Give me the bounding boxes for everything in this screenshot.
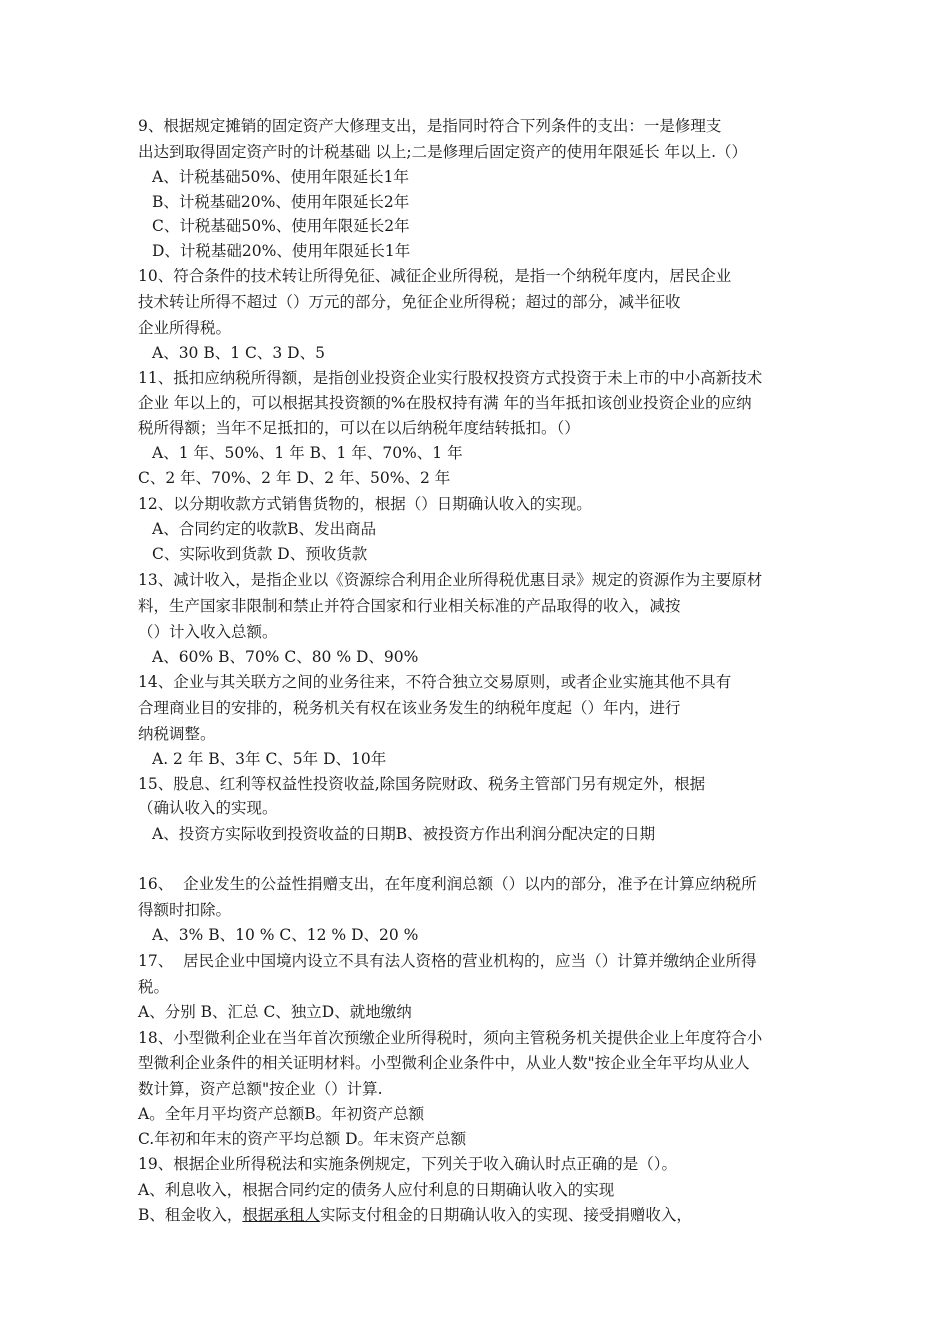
q14-line-3: 纳税调整。 [138,725,216,743]
q9-option-b: B、计税基础20%、使用年限延长2年 [152,193,410,211]
q13-line-1: 13、减计收入，是指企业以《资源综合利用企业所得税优惠目录》规定的资源作为主要原材 [138,571,763,589]
q10-line-1: 10、符合条件的技术转让所得免征、减征企业所得税，是指一个纳税年度内，居民企业 [138,267,732,285]
q16-options: A、3% B、10 % C、12 % D、20 % [152,926,419,944]
q10-line-3: 企业所得税。 [138,319,232,337]
q15-line-1: 15、股息、红利等权益性投资收益,除国务院财政、税务主管部门另有规定外，根据 [138,775,706,793]
q13-options: A、60% B、70% C、80 % D、90% [152,648,419,666]
q9-line-2: 出达到取得固定资产时的计税基础 以上;二是修理后固定资产的使用年限延长 年以上.（） [138,143,748,161]
q10-line-2: 技术转让所得不超过（）万元的部分，免征企业所得税；超过的部分，减半征收 [138,293,681,311]
q19-option-a: A、利息收入，根据合同约定的债务人应付利息的日期确认收入的实现 [138,1181,615,1199]
q13-line-3: （）计入收入总额。 [138,623,278,641]
q9-option-a: A、计税基础50%、使用年限延长1年 [152,168,410,186]
q11-line-2: 企业 年以上的，可以根据其投资额的%在股权持有满 年的当年抵扣该创业投资企业的应纳 [138,394,752,412]
q18-options-cd: C.年初和年末的资产平均总额 D。年末资产总额 [138,1130,467,1148]
q12-options-cd: C、实际收到货款 D、预收货款 [152,545,368,563]
q19-option-b-part1: B、租金收入， [138,1206,243,1224]
q14-line-2: 合理商业目的安排的，税务机关有权在该业务发生的纳税年度起（）年内，进行 [138,699,681,717]
q15-line-2: （确认收入的实现。 [138,799,278,817]
q15-options: A、投资方实际收到投资收益的日期B、被投资方作出利润分配决定的日期 [152,825,656,843]
q11-options-ab: A、1 年、50%、1 年 B、1 年、70%、1 年 [152,444,463,462]
q11-line-1: 11、抵扣应纳税所得额，是指创业投资企业实行股权投资方式投资于未上市的中小高新技术 [138,369,763,387]
q10-options: A、30 B、1 C、3 D、5 [152,344,325,362]
q19-option-b-part3: 实际支付租金的日期确认收入的实现、接受捐赠收入， [319,1206,692,1224]
q12-line-1: 12、以分期收款方式销售货物的，根据（）日期确认收入的实现。 [138,495,592,513]
q18-line-2: 型微利企业条件的相关证明材料。小型微利企业条件中，从业人数"按企业全年平均从业人 [138,1054,750,1072]
q19-line-1: 19、根据企业所得税法和实施条例规定，下列关于收入确认时点正确的是（）。 [138,1155,677,1173]
q14-options: A. 2 年 B、3年 C、5年 D、10年 [152,750,387,768]
q9-option-d: D、计税基础20%、使用年限延长1年 [152,242,411,260]
q9-option-c: C、计税基础50%、使用年限延长2年 [152,217,410,235]
q18-line-1: 18、小型微利企业在当年首次预缴企业所得税时，须向主管税务机关提供企业上年度符合小 [138,1029,763,1047]
q14-line-1: 14、企业与其关联方之间的业务往来，不符合独立交易原则，或者企业实施其他不具有 [138,673,732,691]
q9-line-1: 9、根据规定摊销的固定资产大修理支出，是指同时符合下列条件的支出：一是修理支 [138,117,722,135]
q12-options-ab: A、合同约定的收款B、发出商品 [152,520,377,538]
q11-line-3: 税所得额；当年不足抵扣的，可以在以后纳税年度结转抵扣。（） [138,419,580,437]
q17-line-1: 17、 居民企业中国境内设立不具有法人资格的营业机构的，应当（）计算并缴纳企业所得 [138,952,757,970]
q19-option-b [138,1205,692,1225]
q19-option-b-underlined: 根据承租人 [242,1206,320,1224]
q17-line-2: 税。 [138,978,170,996]
q16-line-1: 16、 企业发生的公益性捐赠支出，在年度利润总额（）以内的部分，准予在计算应纳税所 [138,875,757,893]
q17-options: A、分别 B、汇总 C、独立D、就地缴纳 [138,1003,412,1021]
q11-options-cd: C、2 年、70%、2 年 D、2 年、50%、2 年 [138,469,451,487]
q16-line-2: 得额时扣除。 [138,901,232,919]
q18-options-ab: A。全年月平均资产总额B。年初资产总额 [138,1105,425,1123]
q13-line-2: 料，生产国家非限制和禁止并符合国家和行业相关标准的产品取得的收入，减按 [138,597,681,615]
q18-line-3: 数计算，资产总额"按企业（）计算. [138,1080,383,1098]
